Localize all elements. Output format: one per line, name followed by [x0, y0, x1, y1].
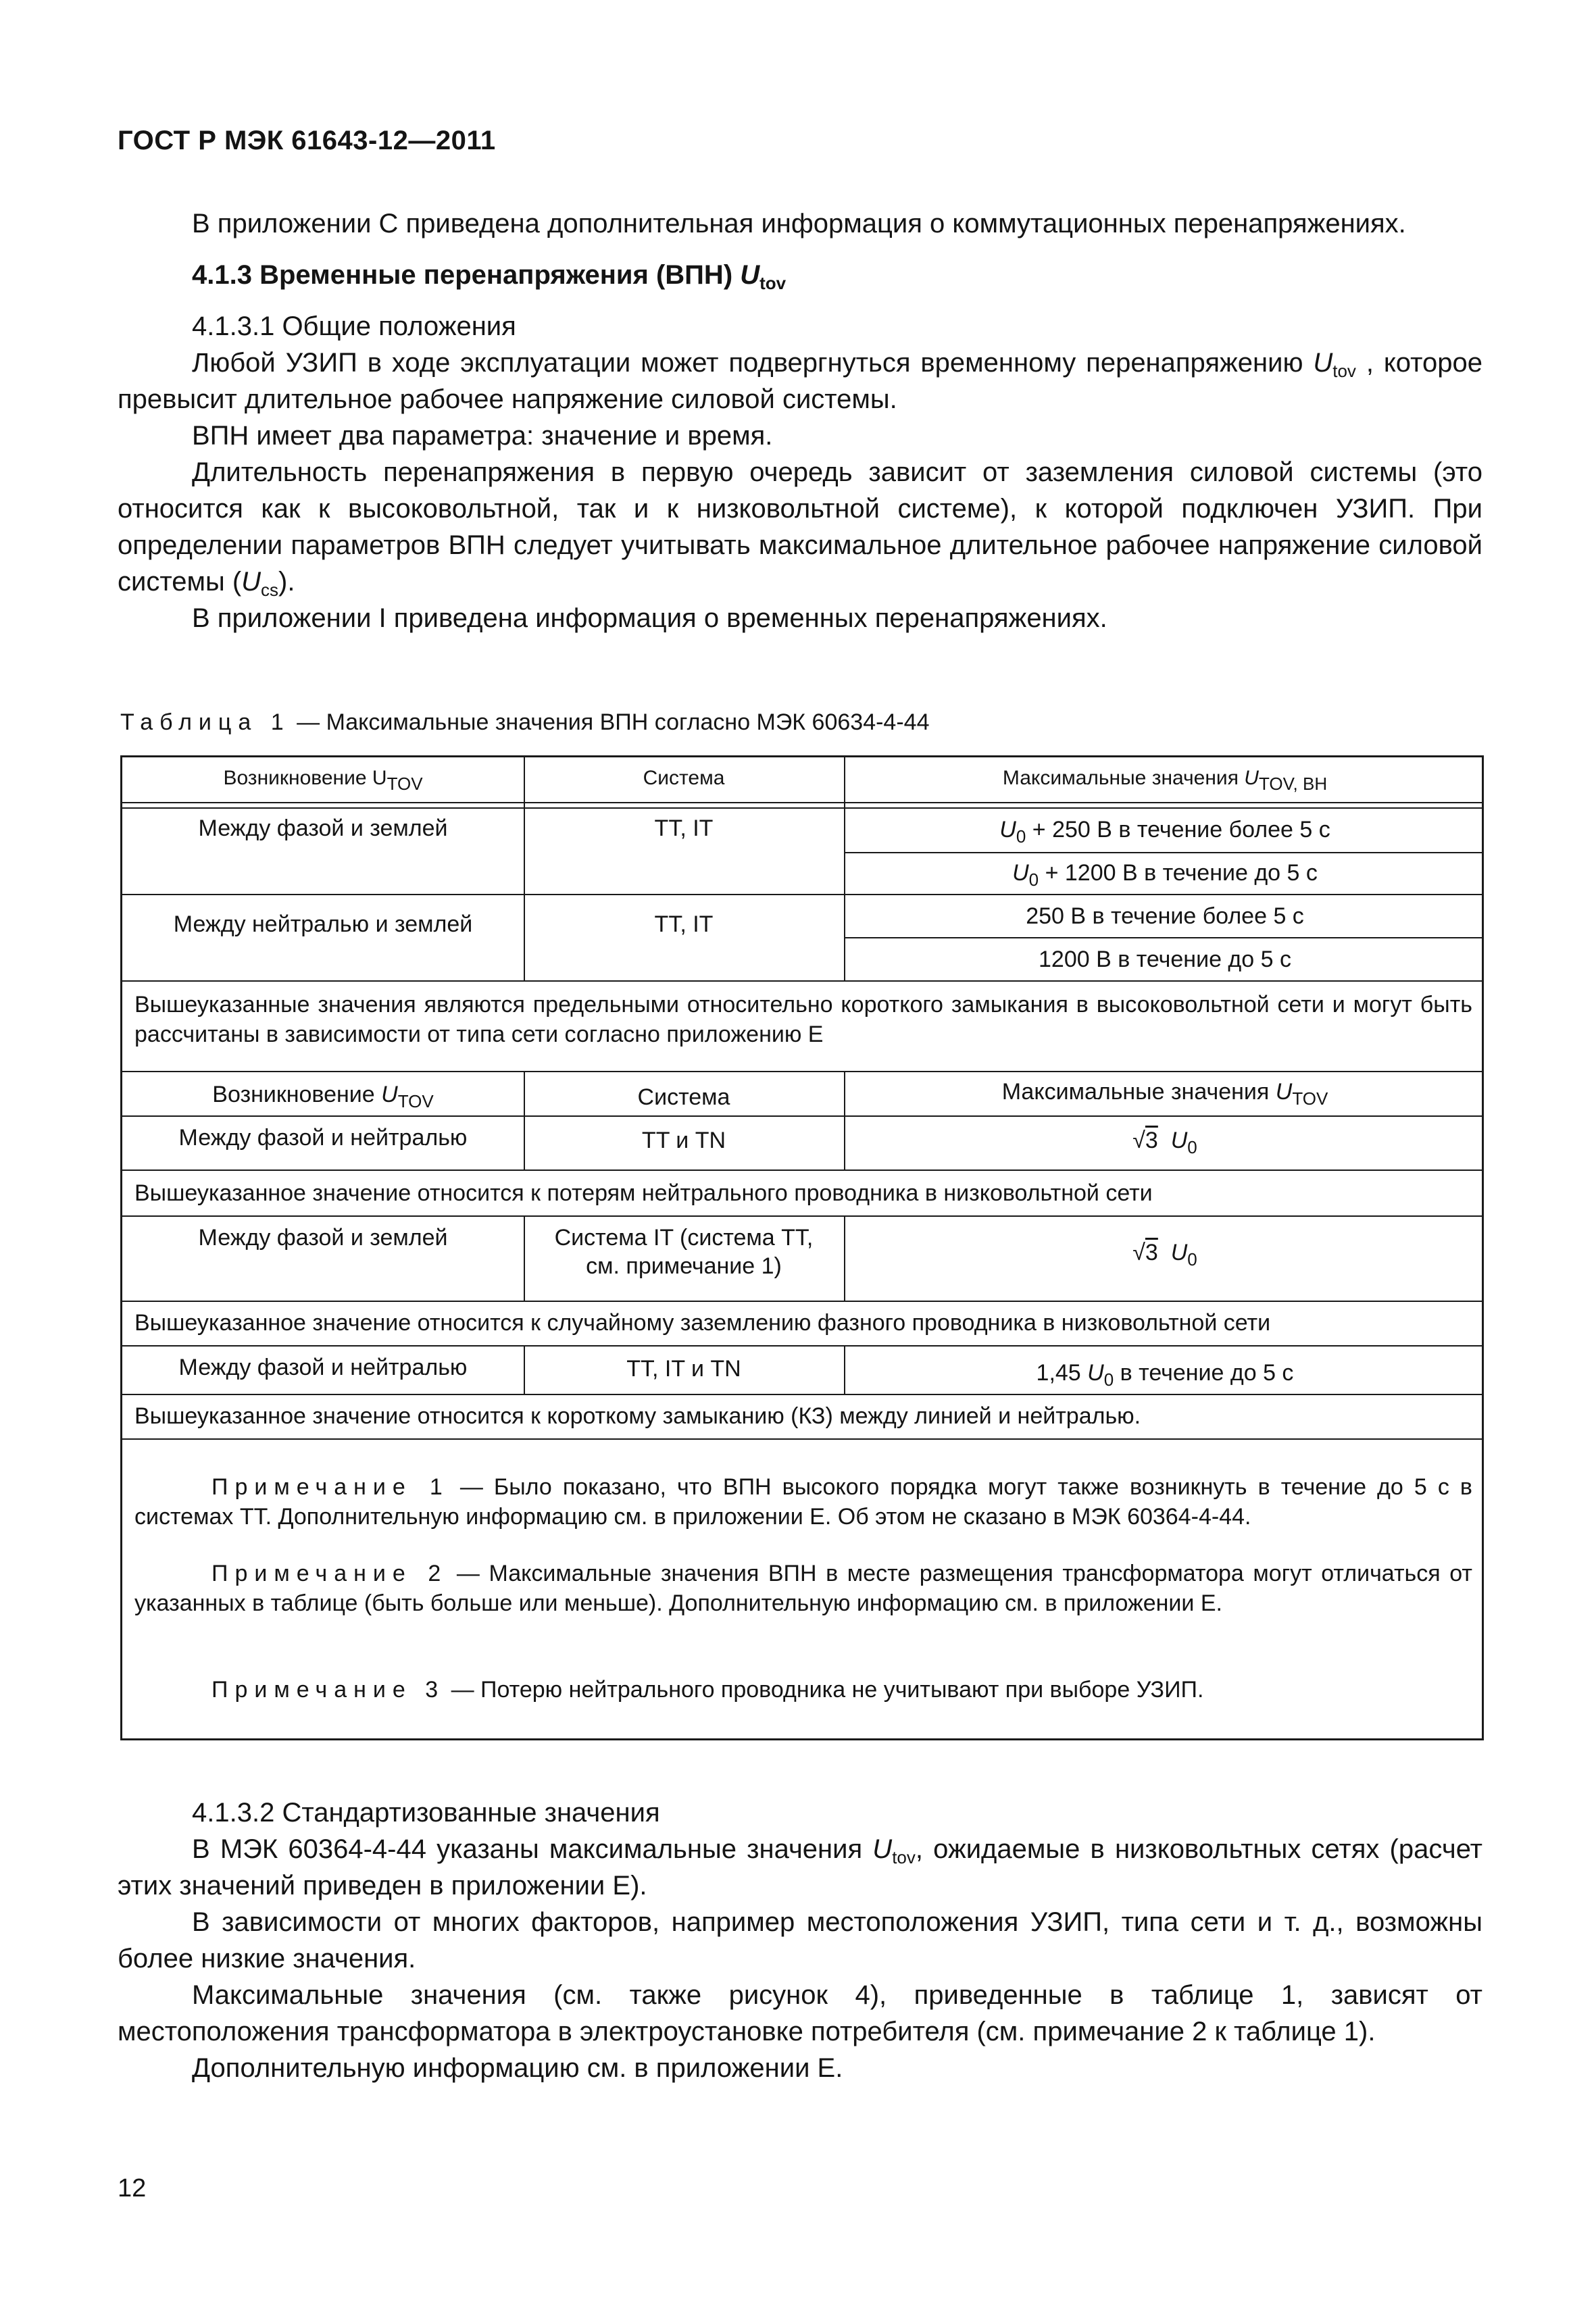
- table-cell-neutral-earth: Между нейтралью и землей: [173, 911, 473, 937]
- table-cell-u0-plus-1200: $U_0 + 1200$ В в течение до 5 с: [1012, 860, 1318, 890]
- table-header-system: Система: [643, 767, 725, 789]
- table-header-occurrence: Возникновение $U_{TOV}$: [223, 767, 423, 794]
- table-1: [120, 755, 1484, 1740]
- intro-paragraph: В приложении С приведена дополнительная информация о коммутационных перенапряжениях.: [192, 209, 1406, 238]
- subsection-title-4-1-3-1: 4.1.3.1 Общие положения: [192, 311, 516, 341]
- table-cell-phase-neutral-2: Между фазой и нейтралью: [178, 1355, 468, 1380]
- document-header: ГОСТ Р МЭК 61643-12—2011: [118, 126, 496, 155]
- table-cell-system-tt-tn: TT и TN: [641, 1128, 726, 1153]
- table-note-short-circuit: Вышеуказанное значение относится к короткому замыканию (КЗ) между линией и нейтралью.: [134, 1403, 1141, 1429]
- table-cell-phase-earth-2: Между фазой и землей: [198, 1225, 448, 1251]
- paragraph-lower-values: В зависимости от многих факторов, например местоположения УЗИП, типа сети и т. д., возможны более низкие значения.: [118, 1907, 1482, 1973]
- paragraph-appendix-e: Дополнительную информацию см. в приложении Е.: [192, 2053, 843, 2083]
- table-cell-phase-neutral: Между фазой и нейтралью: [178, 1125, 468, 1151]
- table-cell-phase-earth: Между фазой и землей: [198, 815, 448, 841]
- paragraph-appendix-i: В приложении I приведена информация о временных перенапряжениях.: [192, 603, 1107, 633]
- paragraph-max-values-location: Максимальные значения (см. также рисунок 4), приведенные в таблице 1, зависят от местоположения трансформатора в электроустановке потребителя (см. примечание 2 к таблице 1).: [118, 1980, 1482, 2046]
- subsection-title-4-1-3-2: 4.1.3.2 Стандартизованные значения: [192, 1798, 660, 1828]
- table-header-system-2: Система: [637, 1084, 730, 1110]
- table-cell-sqrt3-u0: √3 $U_0$: [1132, 1128, 1197, 1157]
- paragraph-parameters: ВПН имеет два параметра: значение и время.: [192, 421, 773, 451]
- table-note-neutral-loss: Вышеуказанное значение относится к потерям нейтрального проводника в низковольтной сети: [134, 1180, 1153, 1206]
- table-footnote-1: Примечание 1 — Было показано, что ВПН высокого порядка могут также возникнуть в течение до 5 с в системах TT. Дополнительную информацию см. в приложении Е. Об этом не сказано в МЭК 60364-4-44.: [134, 1474, 1472, 1530]
- table-caption: Таблица 1 — Максимальные значения ВПН согласно МЭК 60634-4-44: [120, 709, 930, 735]
- table-header-max-values-hv: Максимальные значения $U_{TOV, ВН}$: [1002, 767, 1328, 794]
- table-cell-sqrt3-u0-2: √3 $U_0$: [1132, 1240, 1197, 1269]
- table-cell-1200v: 1200 В в течение до 5 с: [1039, 947, 1291, 972]
- table-cell-system-it: Система IT (система TT, см. примечание 1): [554, 1225, 814, 1279]
- table-footnote-2: Примечание 2 — Максимальные значения ВПН в месте размещения трансформатора могут отличаться от указанных в таблице (быть больше или меньше). Дополнительную информацию см. в приложении Е.: [134, 1561, 1472, 1616]
- paragraph-iec-60364: В МЭК 60364-4-44 указаны максимальные значения $U_{tov}$, ожидаемые в низковольтных сетях (расчет этих значений приведен в приложении Е).: [118, 1834, 1482, 1901]
- table-cell-system-tt-it: TT, IT: [654, 815, 714, 841]
- table-cell-1-45-u0: 1,45 $U_0$ в течение до 5 с: [1036, 1360, 1294, 1390]
- paragraph-duration: Длительность перенапряжения в первую очередь зависит от заземления силовой системы (это относится как к высоковольтной, так и к низковольтной системе), к которой подключен УЗИП. При определении параметров ВПН следует учитывать максимальное длительное рабочее напряжение силовой системы $(U_{cs})$.: [118, 457, 1482, 600]
- table-cell-250v: 250 В в течение более 5 с: [1026, 903, 1304, 929]
- table-cell-system-tt-it-2: TT, IT: [654, 911, 714, 937]
- table-cell-system-tt-it-tn: TT, IT и TN: [626, 1356, 741, 1382]
- table-header-max-values-lv: Максимальные значения $U_{TOV}$: [1001, 1079, 1328, 1109]
- table-note-accidental-earth: Вышеуказанное значение относится к случайному заземлению фазного проводника в низковольтной сети: [134, 1310, 1271, 1336]
- page-number: 12: [118, 2174, 147, 2203]
- table-cell-u0-plus-250: $U_0 + 250$ В в течение более 5 с: [999, 817, 1330, 847]
- paragraph-utov: Любой УЗИП в ходе эксплуатации может подвергнуться временному перенапряжению $U_{tov}$ , которое превысит длительное рабочее напряжение силовой системы.: [118, 348, 1482, 414]
- table-note-hv: Вышеуказанные значения являются предельными относительно короткого замыкания в высоковольтной сети и могут быть рассчитаны в зависимости от типа сети согласно приложению Е: [134, 992, 1472, 1047]
- table-header-occurrence-2: Возникновение $U_{TOV}$: [212, 1082, 434, 1111]
- section-heading-4-1-3: 4.1.3 Временные перенапряжения (ВПН) $U_{tov}$: [192, 260, 787, 293]
- table-footnote-3: Примечание 3 — Потерю нейтрального проводника не учитывают при выборе УЗИП.: [211, 1677, 1204, 1703]
